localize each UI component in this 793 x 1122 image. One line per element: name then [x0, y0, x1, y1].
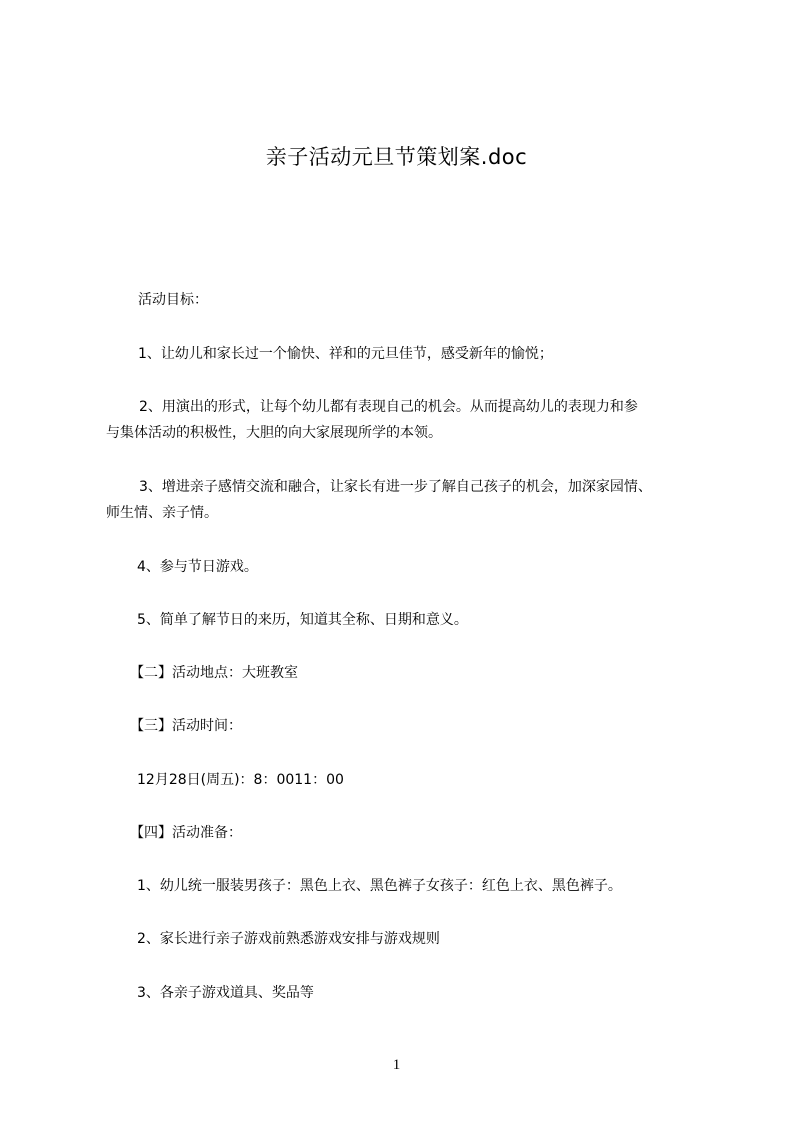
- prep-heading-text: 【四】活动准备：: [130, 825, 242, 841]
- goal-item-3-line-1: [106, 477, 726, 498]
- prep-item-3: [106, 983, 726, 1004]
- goal-item-5-text: 5、简单了解节日的来历，知道其全称、日期和意义。: [137, 612, 468, 628]
- goal-item-1-text: 1、让幼儿和家长过一个愉快、祥和的元旦佳节，感受新年的愉悦；: [138, 346, 553, 362]
- time-value: [106, 770, 726, 791]
- goal-item-2-line-1-text: 2、用演出的形式，让每个幼儿都有表现自己的机会。从而提高幼儿的表现力和参: [139, 399, 638, 415]
- prep-item-1: [106, 876, 726, 897]
- goal-item-1: [106, 344, 726, 365]
- goal-item-2-line-2: 与集体活动的积极性，大胆的向大家展现所学的本领。: [106, 425, 442, 441]
- prep-heading: [106, 823, 726, 844]
- goal-item-3-line-1-text: 3、增进亲子感情交流和融合，让家长有进一步了解自己孩子的机会，加深家园情、: [139, 479, 652, 495]
- location-text: 【二】活动地点：大班教室: [130, 665, 298, 681]
- goal-item-3: [106, 477, 726, 524]
- prep-item-2-text: 2、家长进行亲子游戏前熟悉游戏安排与游戏规则: [137, 931, 440, 947]
- page-number: 1: [392, 1057, 401, 1073]
- goal-item-3-line-2: 师生情、亲子情。: [106, 505, 218, 521]
- goal-heading-text: 活动目标：: [138, 292, 208, 308]
- prep-item-2: [106, 929, 726, 950]
- prep-item-3-text: 3、各亲子游戏道具、奖品等: [137, 985, 314, 1001]
- time-value-text: 12月28日(周五)：8：0011：00: [137, 772, 344, 788]
- prep-item-1-text: 1、幼儿统一服装男孩子：黑色上衣、黑色裤子女孩子：红色上衣、黑色裤子。: [137, 878, 622, 894]
- goal-heading: [106, 290, 726, 311]
- document-title: 亲子活动元旦节策划案.doc: [265, 145, 528, 169]
- goal-item-4: [106, 557, 726, 578]
- time-heading-text: 【三】活动时间：: [130, 718, 242, 734]
- time-heading: [106, 716, 726, 737]
- goal-item-5: [106, 610, 726, 631]
- goal-item-4-text: 4、参与节日游戏。: [137, 559, 258, 575]
- location-line: [106, 663, 726, 684]
- goal-item-2: [106, 397, 726, 444]
- goal-item-2-line-1: [106, 397, 726, 418]
